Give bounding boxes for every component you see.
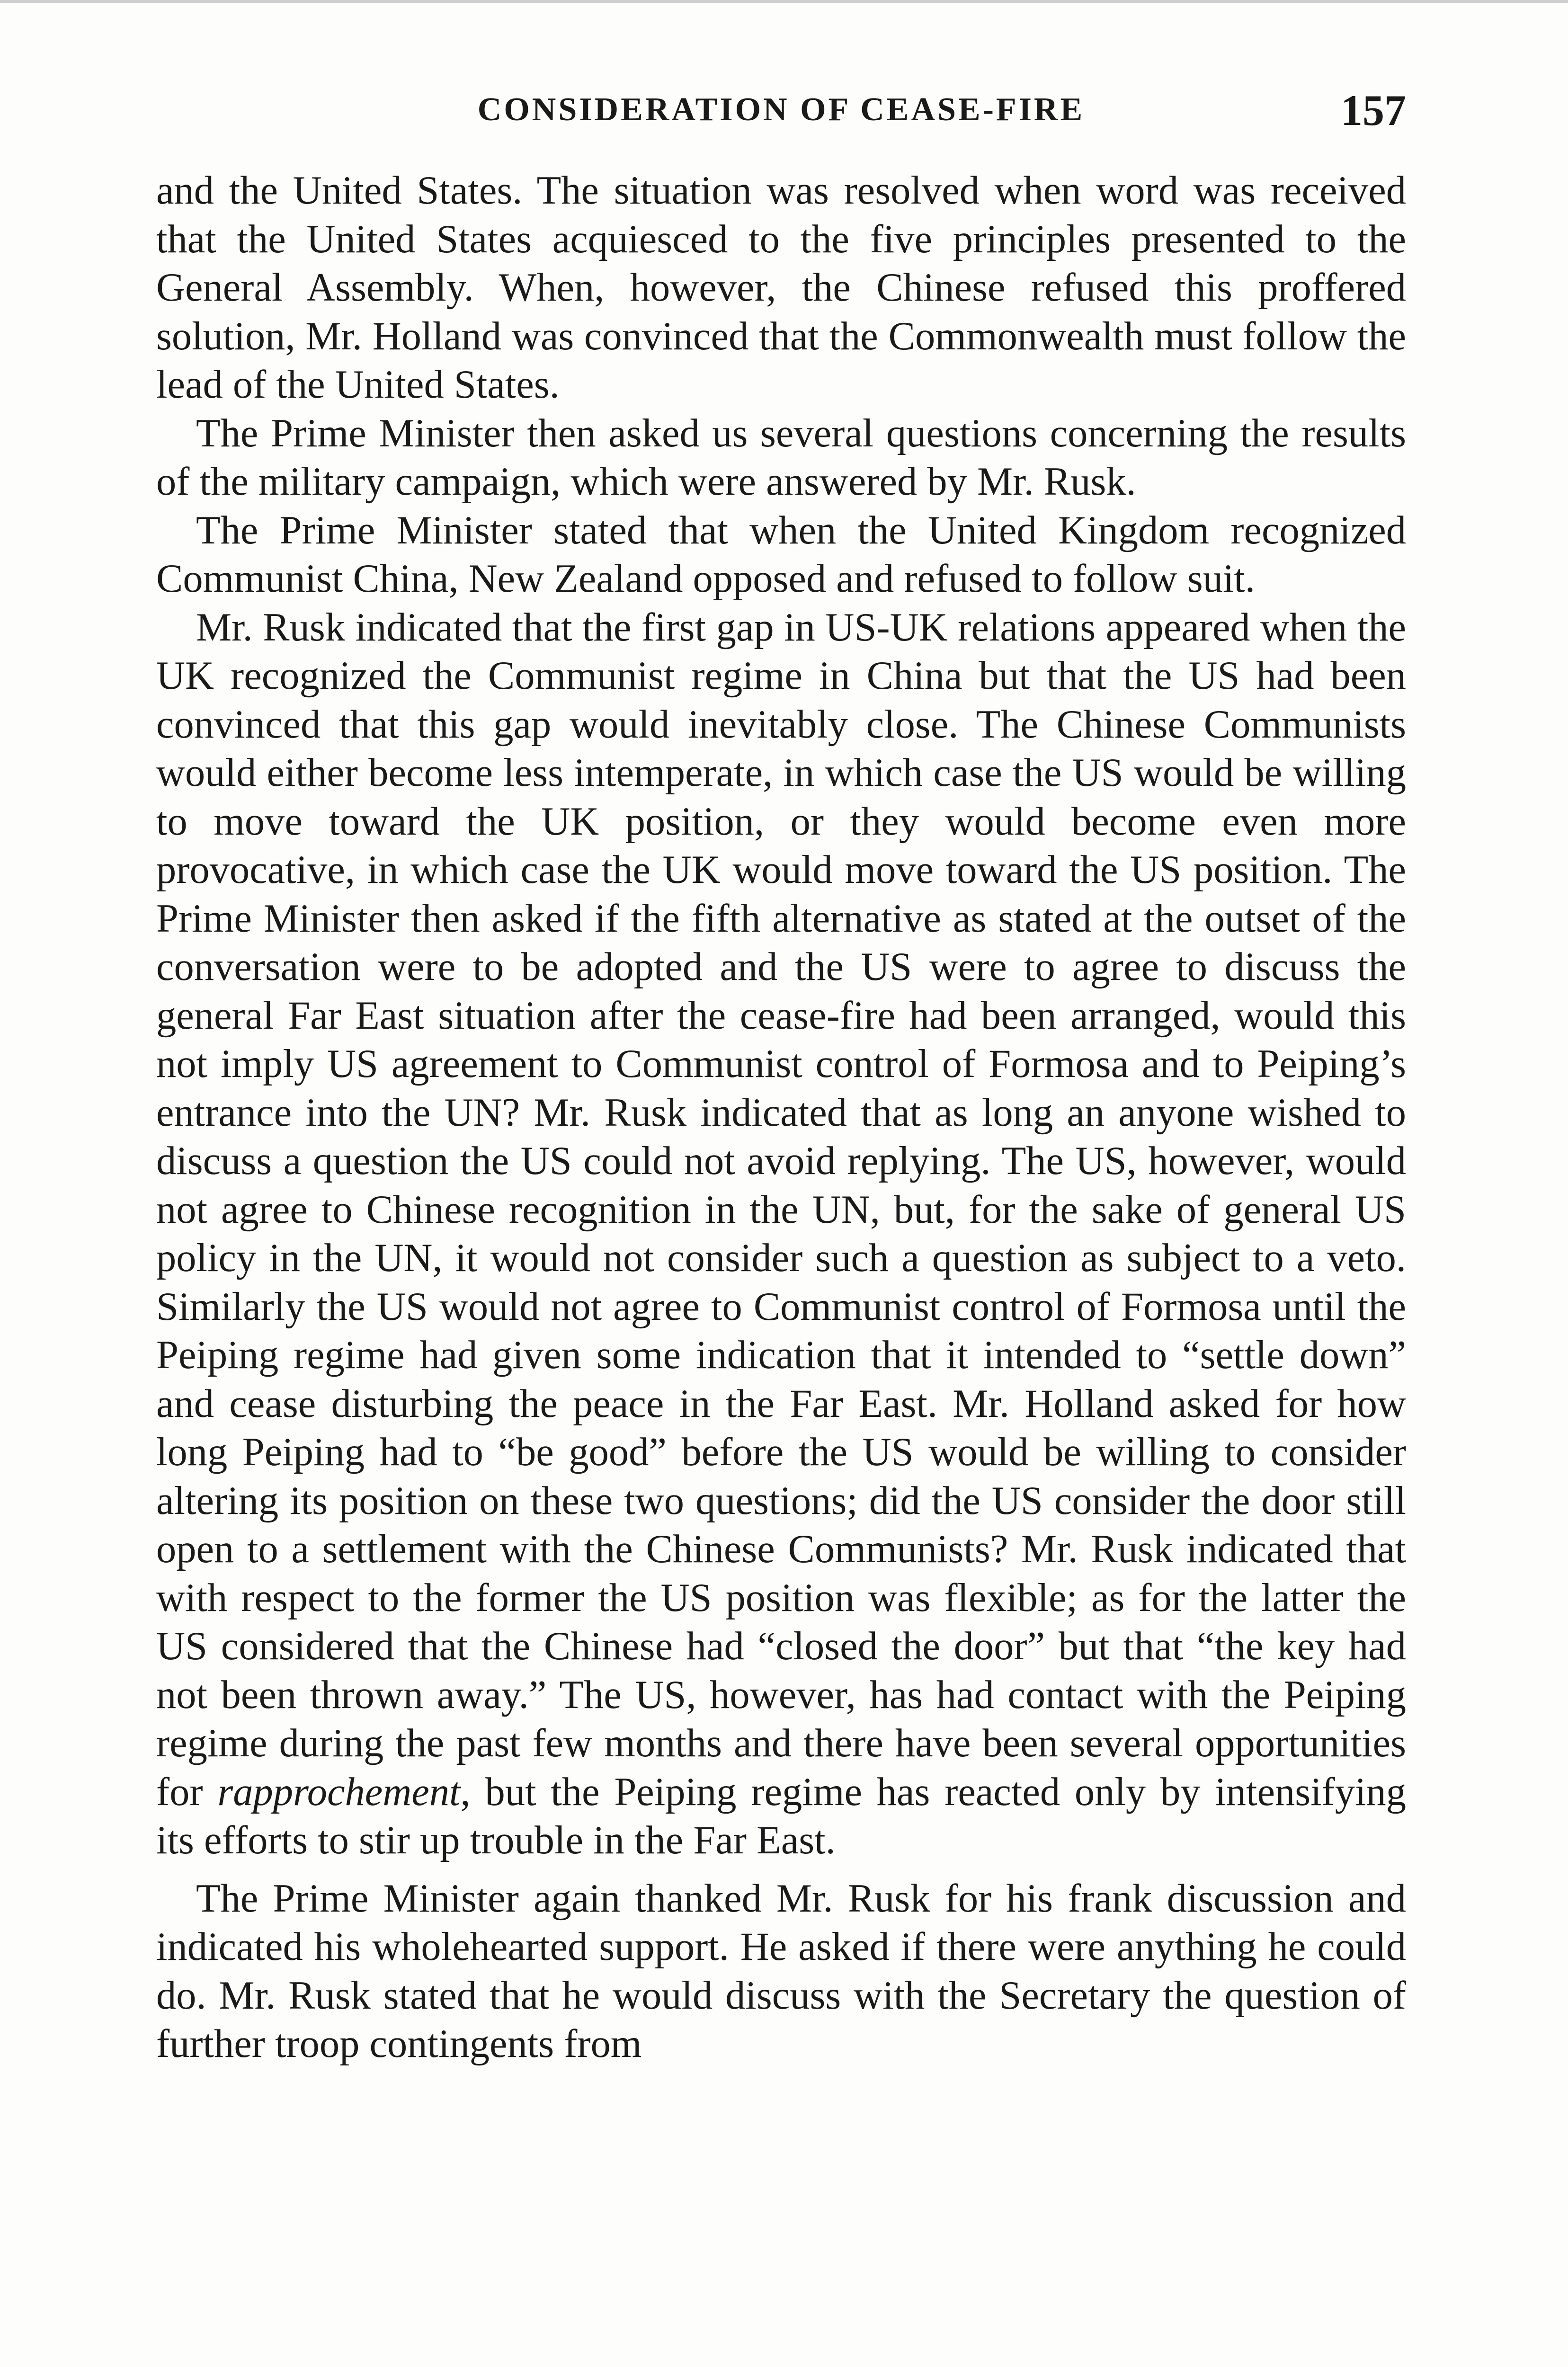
italic-term: rapprochement: [217, 1770, 461, 1814]
paragraph-rusk-reply-end: , but the Peiping regime has reacted only by intensifying its efforts to stir up trouble in the Far East.: [156, 1770, 1406, 1862]
top-edge-rule: [0, 0, 1568, 3]
body-text: [156, 167, 1406, 2069]
paragraph-rusk-reply-text: Mr. Rusk indicated that the first gap in US-UK relations appeared when the UK recognized the Communist regime in China but that the US had been convinced that this gap would inevitably close. The Chinese Communists would either become less intemperate, in which case the US would be willing to move toward the UK position, or they would become even more provocative, in which case the UK would move toward the US position. The Prime Minister then asked if the fifth alternative as stated at the outset of the conversation were to be adopted and the US were to agree to discuss the general Far East situation after the cease-fire had been arranged, would this not imply US agreement to Communist control of Formosa and to Peiping’s entrance into the UN? Mr. Rusk indicated that as long an anyone wished to discuss a question the US could not avoid replying. The US, however, would not agree to Chinese recognition in the UN, but, for the sake of general US policy in the UN, it would not consider such a question as subject to a veto. Similarly the US would not agree to Communist control of Formosa until the Peiping regime had given some indication that it intended to “settle down” and cease disturbing the peace in the Far East. Mr. Holland asked for how long Peiping had to “be good” before the US would be willing to consider altering its position on these two questions; did the US consider the door still open to a settlement with the Chinese Communists? Mr. Rusk indicated that with respect to the former the US position was flexible; as for the latter the US considered that the Chinese had “closed the door” but that “the key had not been thrown away.” The US, however, has had contact with the Peiping regime during the past few months and there have been several opportunities for: [156, 605, 1406, 1814]
paragraph-military-campaign: The Prime Minister then asked us several questions concerning the results of the military campaign, which were answered by Mr. Rusk.: [156, 411, 1406, 504]
paragraph-recognition: The Prime Minister stated that when the United Kingdom recognized Communist China, New Zealand opposed and refused to follow suit.: [156, 508, 1406, 601]
running-title: CONSIDERATION OF CEASE-FIRE: [477, 91, 1085, 128]
paragraph-closing: The Prime Minister again thanked Mr. Rusk for his frank discussion and indicated his wholehearted support. He asked if there were anything he could do. Mr. Rusk stated that he would discuss with the Secretary the question of further troop contingents from: [156, 1876, 1406, 2066]
paragraph-continuation: and the United States. The situation was resolved when word was received that the United States acquiesced to the five principles presented to the General Assembly. When, however, the Chinese refused this proffered solution, Mr. Holland was convinced that the Commonwealth must follow the lead of the United States.: [156, 169, 1406, 407]
page-number: 157: [1341, 86, 1406, 134]
running-head: [156, 85, 1406, 142]
paragraph-rusk-reply: [156, 604, 1406, 1865]
